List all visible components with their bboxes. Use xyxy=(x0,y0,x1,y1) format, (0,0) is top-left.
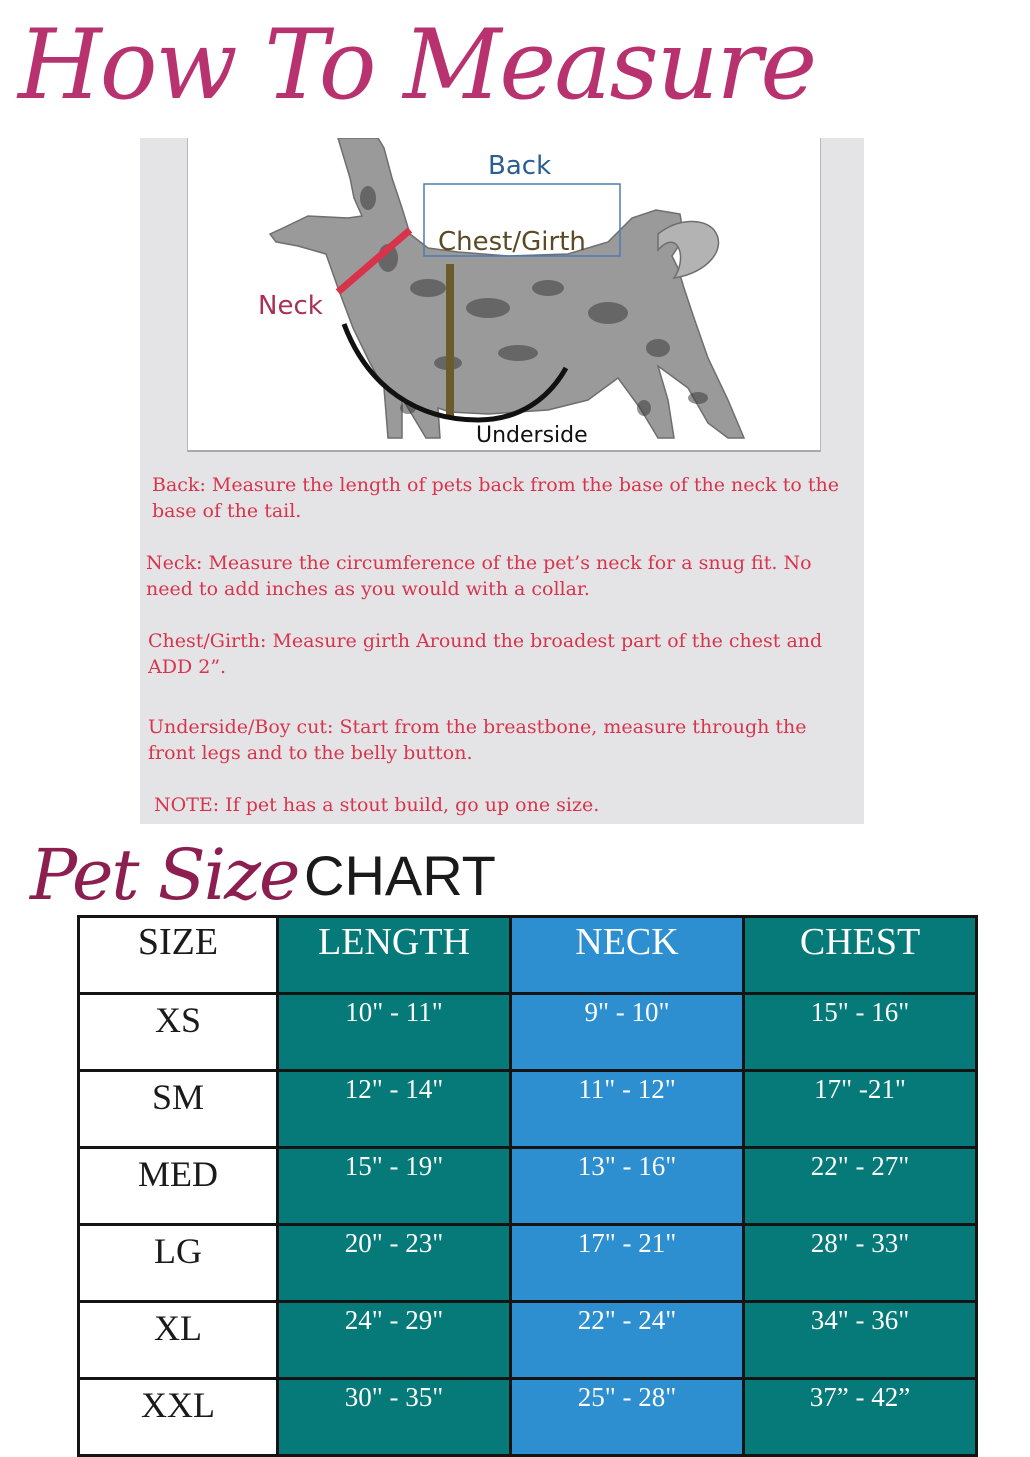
chest-instruction: Chest/Girth: Measure girth Around the broadest part of the chest and ADD 2”. xyxy=(148,630,823,678)
neck-cell: 22" - 24" xyxy=(511,1302,744,1379)
chest-cell: 37” - 42” xyxy=(744,1379,977,1456)
size-cell: SM xyxy=(79,1071,278,1148)
table-row xyxy=(79,1148,977,1225)
size-cell: XL xyxy=(79,1302,278,1379)
size-cell: XXL xyxy=(79,1379,278,1456)
chest-cell: 15" - 16" xyxy=(744,994,977,1071)
chart-heading xyxy=(30,830,530,920)
length-cell: 15" - 19" xyxy=(278,1148,511,1225)
table-row xyxy=(79,1379,977,1456)
length-cell: 10" - 11" xyxy=(278,994,511,1071)
measure-instructions-panel xyxy=(140,138,864,824)
header-chest: CHEST xyxy=(744,917,977,994)
neck-cell: 9" - 10" xyxy=(511,994,744,1071)
back-label: Back xyxy=(488,151,552,181)
chart-heading-script: Pet Size xyxy=(30,834,299,916)
back-instruction: Back: Measure the length of pets back from the base of the neck to the base of the tail. xyxy=(152,474,839,522)
page-title: How To Measure xyxy=(18,9,816,121)
neck-cell: 25" - 28" xyxy=(511,1379,744,1456)
size-cell: XS xyxy=(79,994,278,1071)
chest-cell: 22" - 27" xyxy=(744,1148,977,1225)
length-cell: 12" - 14" xyxy=(278,1071,511,1148)
header-length: LENGTH xyxy=(278,917,511,994)
dog-illustration xyxy=(188,138,820,450)
length-cell: 30" - 35" xyxy=(278,1379,511,1456)
chest-cell: 34" - 36" xyxy=(744,1302,977,1379)
chest-cell: 28" - 33" xyxy=(744,1225,977,1302)
table-row xyxy=(79,1071,977,1148)
size-cell: LG xyxy=(79,1225,278,1302)
dog-measurement-diagram xyxy=(187,138,821,452)
chest-girth-label: Chest/Girth xyxy=(438,227,586,257)
neck-cell: 13" - 16" xyxy=(511,1148,744,1225)
neck-cell: 17" - 21" xyxy=(511,1225,744,1302)
table-row xyxy=(79,1302,977,1379)
chest-cell: 17" -21" xyxy=(744,1071,977,1148)
neck-label: Neck xyxy=(258,291,323,321)
length-cell: 24" - 29" xyxy=(278,1302,511,1379)
chart-heading-caps: CHART xyxy=(304,844,496,907)
stout-build-note: NOTE: If pet has a stout build, go up one size. xyxy=(154,794,600,816)
pet-size-table xyxy=(77,915,978,1457)
header-size: SIZE xyxy=(79,917,278,994)
neck-cell: 11" - 12" xyxy=(511,1071,744,1148)
underside-instruction: Underside/Boy cut: Start from the breastbone, measure through the front legs and to the belly button. xyxy=(148,716,807,764)
table-row xyxy=(79,1225,977,1302)
table-row xyxy=(79,994,977,1071)
underside-label: Underside xyxy=(476,423,588,448)
neck-instruction: Neck: Measure the circumference of the pet’s neck for a snug fit. No need to add inches as you would with a collar. xyxy=(146,552,812,600)
length-cell: 20" - 23" xyxy=(278,1225,511,1302)
chest-girth-line xyxy=(446,264,454,418)
size-cell: MED xyxy=(79,1148,278,1225)
header-neck: NECK xyxy=(511,917,744,994)
table-header-row xyxy=(79,917,977,994)
